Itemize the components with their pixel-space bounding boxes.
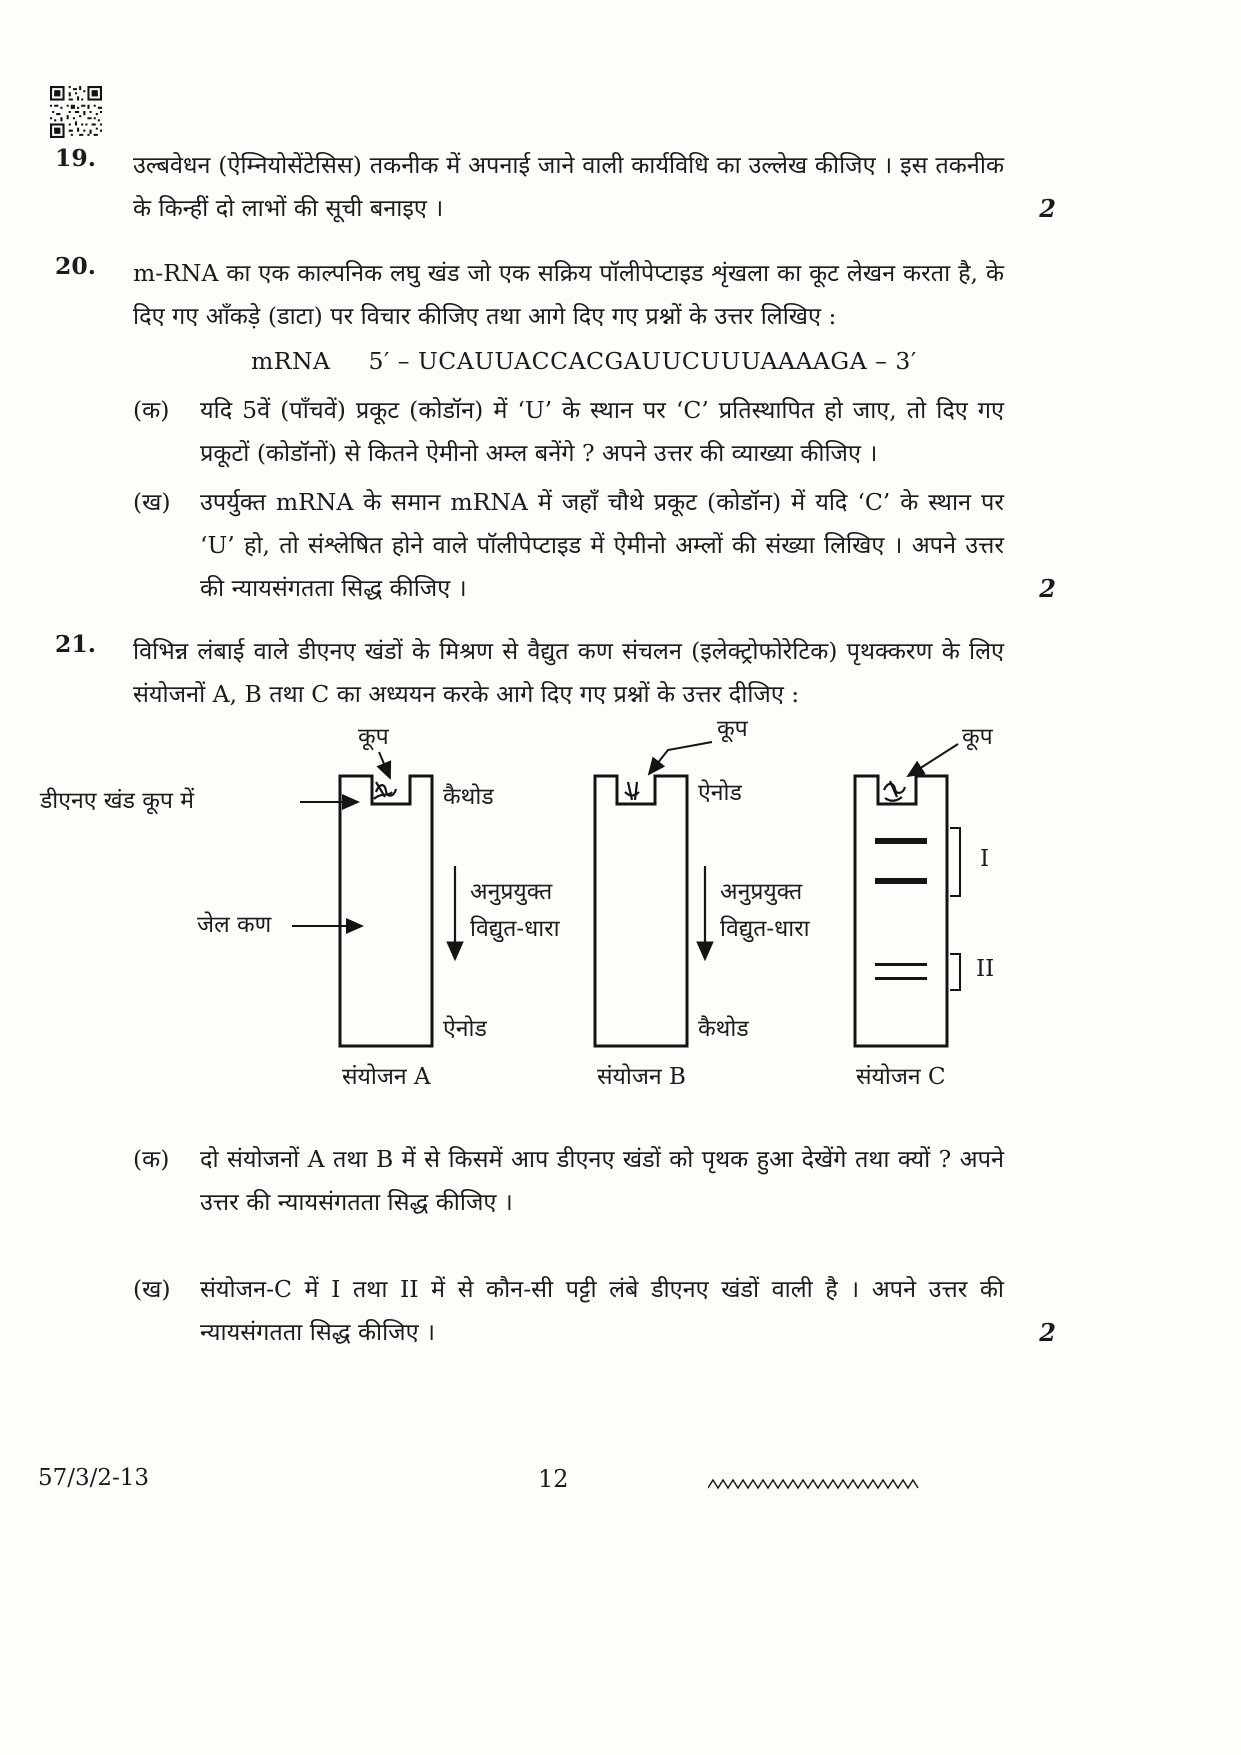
- part-b-text: संयोजन-C में I तथा II में से कौन-सी पट्टी लंबे डीएनए खंडों वाली है । अपने उत्तर की न्यायसंगतता सिद्ध कीजिए ।: [200, 1275, 1004, 1346]
- question-20-body: [133, 252, 1004, 610]
- question-20-marks: 2: [1039, 574, 1056, 603]
- band-group-1-label: I: [980, 846, 990, 872]
- dna-scribble-a: [374, 782, 396, 799]
- question-19-number: 19.: [55, 144, 96, 172]
- bracket-group-1: [950, 828, 960, 896]
- page-footer: [0, 1465, 1241, 1505]
- applied-current-label-b: अनुप्रयुक्त विद्युत-धारा: [720, 879, 810, 942]
- cathode-label-b: कैथोड: [698, 1016, 749, 1042]
- question-19: [55, 144, 1056, 230]
- footer-squiggle-icon: [708, 1477, 924, 1491]
- dna-in-well-label: डीएनए खंड कूप में: [40, 788, 194, 814]
- question-19-text: उल्बवेधन (ऐम्नियोसेंटेसिस) तकनीक में अपनाई जाने वाली कार्यविधि का उल्लेख कीजिए । इस तकनीक के किन्हीं दो लाभों की सूची बनाइए ।: [133, 151, 1004, 222]
- mrna-sequence: 5′ – UCAUUACCACGAUUCUUUAAAAGA – 3′: [368, 347, 917, 375]
- gel-box-c: [855, 776, 947, 1046]
- setup-a-caption: संयोजन A: [342, 1064, 431, 1090]
- question-20-part-b: [133, 481, 1004, 610]
- band-group-2-upper: [875, 963, 927, 966]
- gel-particles-label: जेल कण: [197, 912, 272, 938]
- part-b-label: (ख): [133, 1275, 171, 1303]
- cathode-label-a: कैथोड: [443, 784, 494, 810]
- well-label-a: कूप: [358, 724, 389, 750]
- question-20: [55, 252, 1056, 610]
- well-pointer-arrow-a: [379, 752, 390, 778]
- question-21-marks: 2: [1039, 1318, 1056, 1347]
- applied-current-label-a: अनुप्रयुक्त विद्युत-धारा: [470, 879, 560, 942]
- question-21-number: 21.: [55, 630, 96, 658]
- question-20-intro: m-RNA का एक काल्पनिक लघु खंड जो एक सक्रिय पॉलीपेप्टाइड शृंखला का कूट लेखन करता है, के दिए गए आँकड़े (डाटा) पर विचार कीजिए तथा आगे दिए गए प्रश्नों के उत्तर लिखिए :: [133, 259, 1004, 330]
- anode-label-a: ऐनोड: [443, 1016, 487, 1042]
- band-group-1-lower: [875, 878, 927, 884]
- question-21-parts: [55, 1138, 1056, 1354]
- question-20-part-a: [133, 389, 1004, 475]
- question-21-part-a: [133, 1138, 1004, 1224]
- part-a-label: (क): [133, 1145, 170, 1173]
- anode-label-b: ऐनोड: [698, 780, 742, 806]
- dna-scribble-c: [884, 781, 905, 801]
- well-label-c: कूप: [962, 724, 993, 750]
- paper-code: 57/3/2-13: [38, 1465, 150, 1491]
- part-a-text: यदि 5वें (पाँचवें) प्रकूट (कोडॉन) में ‘U’ के स्थान पर ‘C’ प्रतिस्थापित हो जाए, तो दिए गए प्रकूटों (कोडॉनों) से कितने ऐमीनो अम्ल बनेंगे ? अपने उत्तर की व्याख्या कीजिए ।: [200, 396, 1004, 467]
- band-group-2-lower: [875, 977, 927, 980]
- part-b-label: (ख): [133, 488, 171, 516]
- well-label-b: कूप: [717, 716, 748, 742]
- part-b-text: उपर्युक्त mRNA के समान mRNA में जहाँ चौथे प्रकूट (कोडॉन) में यदि ‘C’ के स्थान पर ‘U’ हो, तो संश्लेषित होने वाले पॉलीपेप्टाइड में ऐमीनो अम्लों की संख्या लिखिए । अपने उत्तर की न्यायसंगतता सिद्ध कीजिए ।: [200, 488, 1004, 602]
- dna-scribble-b: [625, 782, 639, 800]
- electrophoresis-diagram: [0, 716, 1241, 1090]
- mrna-sequence-line: [251, 340, 1004, 383]
- setup-c-caption: संयोजन C: [856, 1064, 946, 1090]
- mrna-sequence-label: mRNA: [251, 347, 331, 375]
- band-group-2-label: II: [976, 956, 995, 982]
- part-a-text: दो संयोजनों A तथा B में से किसमें आप डीएनए खंडों को पृथक हुआ देखेंगे तथा क्यों ? अपने उत्तर की न्यायसंगतता सिद्ध कीजिए ।: [200, 1145, 1004, 1216]
- part-a-label: (क): [133, 396, 170, 424]
- question-21: [55, 630, 1056, 716]
- page-number: 12: [538, 1465, 569, 1493]
- gel-box-a: [340, 776, 432, 1046]
- well-pointer-arrow-c: [908, 744, 958, 776]
- gel-box-b: [595, 776, 687, 1046]
- bracket-group-2: [950, 954, 960, 990]
- question-20-number: 20.: [55, 252, 96, 280]
- question-21-intro: विभिन्न लंबाई वाले डीएनए खंडों के मिश्रण से वैद्युत कण संचलन (इलेक्ट्रोफोरेटिक) पृथक्करण के लिए संयोजनों A, B तथा C का अध्ययन करके आगे दिए गए प्रश्नों के उत्तर दीजिए :: [133, 637, 1004, 708]
- setup-b-caption: संयोजन B: [597, 1064, 686, 1090]
- question-21-parts-body: [133, 1138, 1004, 1354]
- well-pointer-arrow-b: [649, 742, 712, 774]
- question-21-part-b: [133, 1268, 1004, 1354]
- band-group-1-upper: [875, 838, 927, 844]
- question-19-marks: 2: [1039, 194, 1056, 223]
